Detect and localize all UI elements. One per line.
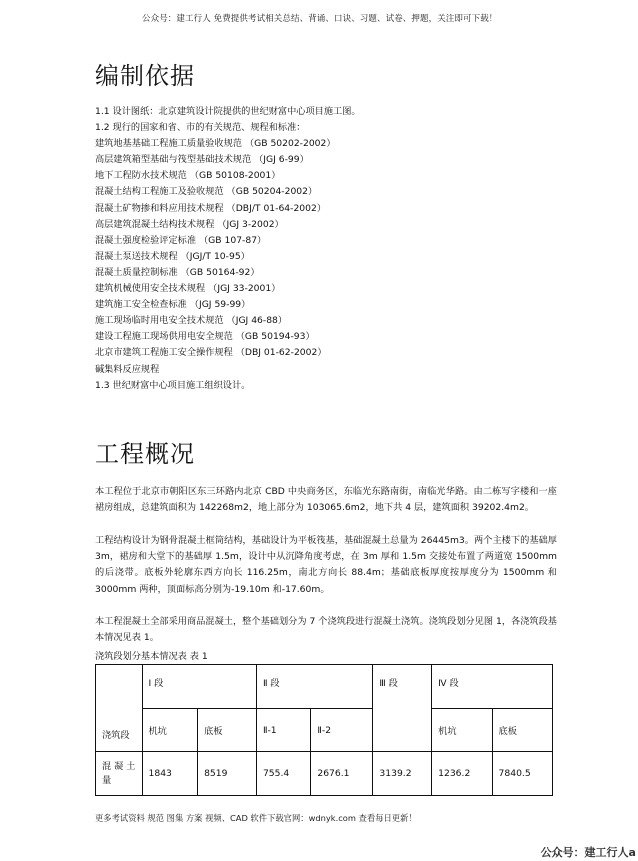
pour-segment-table <box>95 664 553 796</box>
list-item: 地下工程防水技术规范 （GB 50108-2001） <box>95 170 281 182</box>
list-item: 建筑机械使用安全技术规程 （JGJ 33-2001） <box>95 283 281 295</box>
basis-list <box>95 104 565 394</box>
sub-header: Ⅱ-1 <box>256 709 310 752</box>
header-note: 公众号：建工行人 免费提供考试相关总结、背诵、口诀、习题、试卷、押题，关注即可下载！ <box>142 14 498 24</box>
list-item: 混凝土矿物掺和料应用技术规程 （DBJ/T 01-64-2002） <box>95 202 327 214</box>
overview-paragraph-3: 本工程混凝土全部采用商品混凝土，整个基础划分为 7 个浇筑段进行混凝土浇筑。浇筑段划分见图 1，各浇筑段基本情况见表 1。 <box>95 616 557 644</box>
table-cell: 7840.5 <box>492 752 552 796</box>
group-header: Ⅰ 段 <box>142 665 256 709</box>
list-item: 北京市建筑工程施工安全操作规程 （DBJ 01-62-2002） <box>95 347 327 359</box>
sub-header: 底板 <box>492 709 552 752</box>
list-item: 混凝土强度检验评定标准 （GB 107-87） <box>95 234 267 246</box>
list-item: 施工现场临时用电安全技术规范 （JGJ 46-88） <box>95 315 288 327</box>
group-header: Ⅱ 段 <box>256 665 372 709</box>
list-item: 混凝土质量控制标准 （GB 50164-92） <box>95 266 260 278</box>
list-item: 混凝土结构工程施工及验收规范 （GB 50204-2002） <box>95 186 318 198</box>
table-title: 浇筑段划分基本情况表 表 1 <box>95 651 208 662</box>
group-header: Ⅳ 段 <box>432 665 553 709</box>
sub-header: 机坑 <box>432 709 492 752</box>
group-header: Ⅲ 段 <box>373 665 432 752</box>
data-row-label: 混 凝 土 量 <box>96 752 143 796</box>
sub-header: Ⅱ-2 <box>311 709 373 752</box>
list-item: 建筑地基基础工程施工质量验收规范 （GB 50202-2002） <box>95 138 336 150</box>
table-cell: 2676.1 <box>311 752 373 796</box>
footer-note: 更多考试资料 规范 图集 方案 视频、CAD 软件下载官网：wdnyk.com 查看每日更新！ <box>95 813 417 823</box>
table-cell: 8519 <box>198 752 257 796</box>
overview-paragraph-1: 本工程位于北京市朝阳区东三环路内北京 CBD 中央商务区，东临光东路南街，南临光华路。由二栋写字楼和一座裙房组成，总建筑面积为 142268m2，地上部分为 103065.6m2，地下共 4 层，建筑面积 39202.4m2。 <box>95 486 557 514</box>
table-cell: 1843 <box>142 752 198 796</box>
row-header: 浇筑段 <box>96 665 143 752</box>
watermark: 公众号：建工行人a <box>540 846 636 859</box>
list-item: 碱集料反应规程 <box>95 363 160 375</box>
list-item: 建筑施工安全检查标准 （JGJ 59-99） <box>95 299 251 311</box>
list-item: 混凝土泵送技术规程 （JGJ/T 10-95） <box>95 250 250 262</box>
list-item: 1.3 世纪财富中心项目施工组织设计。 <box>95 379 251 391</box>
list-item: 1.2 现行的国家和省、市的有关规范、规程和标准： <box>95 122 306 134</box>
list-item: 建设工程施工现场供用电安全规范 （GB 50194-93） <box>95 331 315 343</box>
table-cell: 755.4 <box>256 752 310 796</box>
table-cell: 1236.2 <box>432 752 492 796</box>
sub-header: 底板 <box>198 709 257 752</box>
list-item: 高层建筑混凝土结构技术规程 （JGJ 3-2002） <box>95 218 284 230</box>
sub-header: 机坑 <box>142 709 198 752</box>
overview-paragraph-2: 工程结构设计为钢骨混凝土框筒结构，基础设计为平板筏基，基础混凝土总量为 26445m3。两个主楼下的基础厚 3m，裙房和大堂下的基础厚 1.5m，设计中从沉降角度考虑，在 3m 厚和 1.5m 交接处布置了两道宽 1500mm 的后浇带。底板外轮廓东西方向长 116.25m，南北方向长 88.4m；基础底板厚度按厚度分为 1500mm 和 3000mm 两种，顶面标高分别为-19.10m 和-17.60m。 <box>95 535 557 595</box>
table-cell: 3139.2 <box>373 752 432 796</box>
list-item: 1.1 设计图纸：北京建筑设计院提供的世纪财富中心项目施工图。 <box>95 106 361 117</box>
section-title-overview: 工程概况 <box>95 440 195 468</box>
list-item: 高层建筑箱型基础与筏型基础技术规范 （JGJ 6-99） <box>95 154 309 166</box>
section-title-basis: 编制依据 <box>95 62 195 90</box>
